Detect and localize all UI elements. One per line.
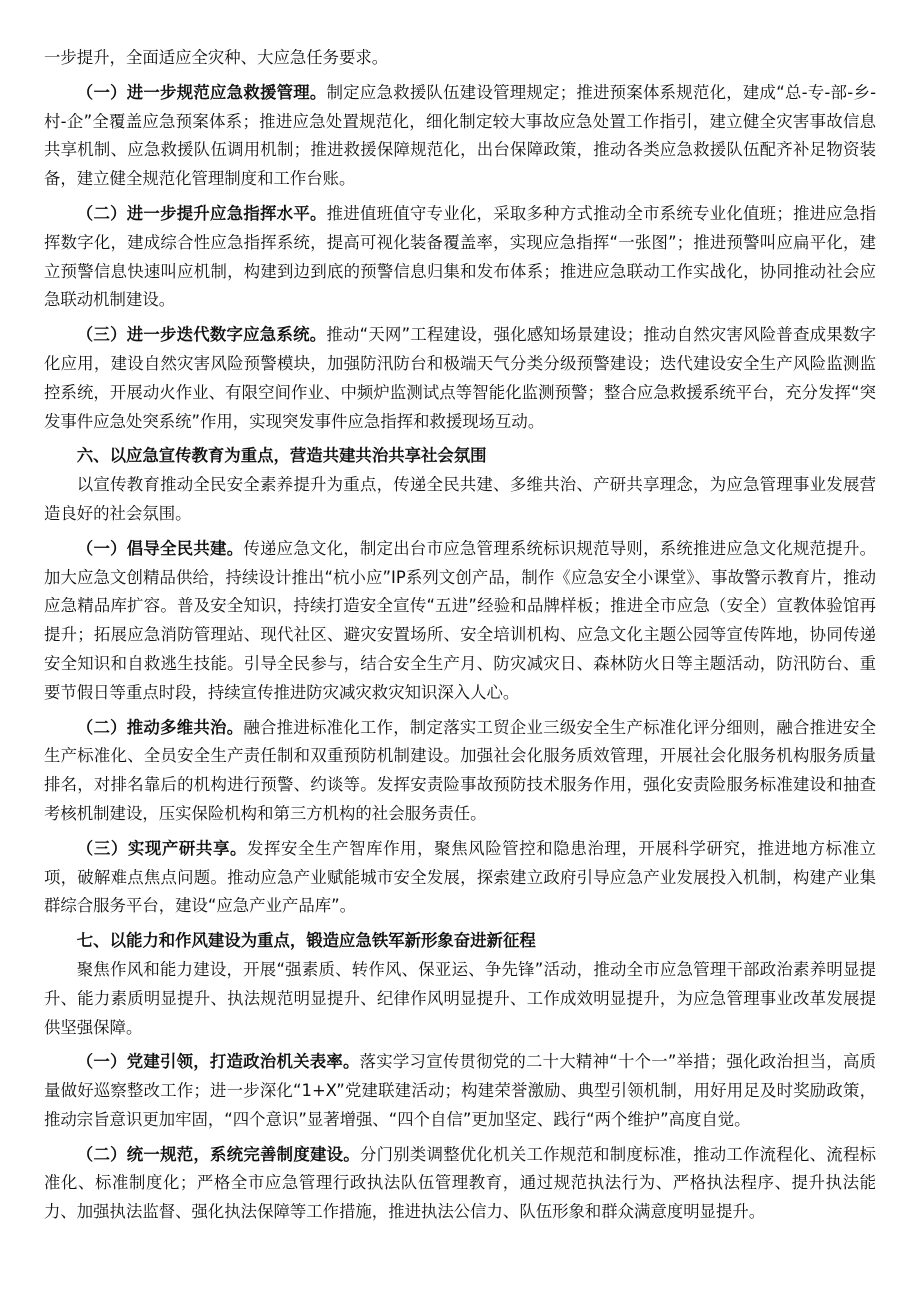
paragraph-text: 推动“天网”工程建设，强化感知场景建设；推动自然灾害风险普查成果数字化应用，建设自然灾害风险预警模块，加强防汛防台和极端天气分类分级预警建设；迭代建设安全生产风险监测监控系统，开展动火作业、有限空间作业、中频炉监测试点等智能化监测预警；整合应急救援系统平台，充分发挥“突发事件应急处突系统”作用，实现突发事件应急指挥和救援现场互动。	[44, 325, 877, 431]
paragraph-text: 融合推进标准化工作，制定落实工贸企业三级安全生产标准化评分细则，融合推进安全生产标准化、全员安全生产责任制和双重预防机制建设。加强社会化服务质效管理，开展社会化服务机构服务质量排名，对排名靠后的机构进行预警、约谈等。发挥安责险事故预防技术服务作用，强化安责险服务标准建设和抽查考核机制建设，压实保险机构和第三方机构的社会服务责任。	[44, 717, 877, 823]
section-item-paragraph	[44, 714, 876, 829]
item-heading: （二）推动多维共治。	[76, 717, 244, 737]
section-item-paragraph	[44, 1048, 876, 1134]
paragraph-text: 推进值班值守专业化，采取多种方式推动全市系统专业化值班；推进应急指挥数字化，建成综合性应急指挥系统，提高可视化装备覆盖率，实现应急指挥“一张图”；推进预警叫应扁平化，建立预警信息快速叫应机制，构建到边到底的预警信息归集和发布体系；推进应急联动工作实战化，协同推动社会应急联动机制建设。	[44, 203, 877, 310]
item-heading: （三）进一步迭代数字应急系统。	[76, 325, 327, 345]
section-heading: 七、以能力和作风建设为重点，锻造应急铁军新形象奋进新征程	[76, 931, 536, 951]
item-heading: （三）实现产研共享。	[76, 838, 247, 858]
section-item-paragraph	[44, 79, 876, 194]
paragraph-text: 落实学习宣传贯彻党的二十大精神“十个一”举措；强化政治担当，高质量做好巡察整改工作；进一步深化“1+X”党建联建活动；构建荣誉激励、典型引领机制，用好用足及时奖励政策，推动宗旨意识更加牢固，“四个意识”显著增强、“四个自信”更加坚定、践行“两个维护”高度自觉。	[44, 1052, 876, 1129]
paragraph-text: 发挥安全生产智库作用，聚焦风险管控和隐患治理，开展科学研究，推进地方标准立项，破解难点焦点问题。推动应急产业赋能城市安全发展，探索建立政府引导应急产业发展投入机制，构建产业集群综合服务平台，建设“应急产业产品库”。	[44, 838, 877, 916]
paragraph-text: 一步提升，全面适应全灾种、大应急任务要求。	[44, 48, 389, 67]
section-item-paragraph	[44, 835, 876, 921]
item-heading: （一）党建引领，打造政治机关表率。	[76, 1052, 360, 1072]
paragraph-text: 传递应急文化，制定出台市应急管理系统标识规范导则，系统推进应急文化规范提升。加大应急文创精品供给，持续设计推出“杭小应”IP系列文创产品，制作《应急安全小课堂》、事故警示教育片，推动应急精品库扩容。普及安全知识，持续打造安全宣传“五进”经验和品牌样板；推进全市应急（安全）宣教体验馆再提升；拓展应急消防管理站、现代社区、避灾安置场所、安全培训机构、应急文化主题公园等宣传阵地，协同传递安全知识和自救逃生技能。引导全民参与，结合安全生产月、防灾减灾日、森林防火日等主题活动，防汛防台、重要节假日等重点时段，持续宣传推进防灾减灾救灾知识深入人心。	[44, 538, 877, 702]
item-heading: （二）进一步提升应急指挥水平。	[76, 203, 327, 223]
continuation-paragraph	[44, 44, 876, 73]
section-item-paragraph	[44, 535, 876, 708]
item-heading: （一）倡导全民共建。	[76, 538, 244, 558]
item-heading: （一）进一步规范应急救援管理。	[76, 82, 327, 102]
section-heading: 六、以应急宣传教育为重点，营造共建共治共享社会氛围	[76, 446, 487, 466]
section-intro-paragraph	[44, 956, 876, 1042]
paragraph-text: 分门别类调整优化机关工作规范和制度标准，推动工作流程化、流程标准化、标准制度化；严格全市应急管理行政执法队伍管理教育，通过规范执法行为、严格执法程序、提升执法能力、加强执法监督、强化执法保障等工作措施，推进执法公信力、队伍形象和群众满意度明显提升。	[44, 1144, 877, 1222]
section-item-paragraph	[44, 200, 876, 315]
paragraph-text: 以宣传教育推动全民安全素养提升为重点，传递全民共建、多维共治、产研共享理念，为应急管理事业发展营造良好的社会氛围。	[44, 475, 876, 523]
paragraph-text: 聚焦作风和能力建设，开展“强素质、转作风、保亚运、争先锋”活动，推动全市应急管理干部政治素养明显提升、能力素质明显提升、执法规范明显提升、纪律作风明显提升、工作成效明显提升，为应急管理事业改革发展提供坚强保障。	[44, 959, 876, 1037]
section-intro-paragraph	[44, 471, 876, 529]
item-heading: （二）统一规范，系统完善制度建设。	[76, 1144, 360, 1164]
section-item-paragraph	[44, 321, 876, 436]
paragraph-text: 制定应急救援队伍建设管理规定；推进预案体系规范化，建成“总-专-部-乡-村-企”全覆盖应急预案体系；推进应急处置规范化，细化制定较大事故应急处置工作指引，建立健全灾害事故信息共享机制、应急救援队伍调用机制；推进救援保障规范化，出台保障政策，推动各类应急救援队伍配齐补足物资装备，建立健全规范化管理制度和工作台账。	[44, 82, 877, 189]
section-item-paragraph	[44, 1141, 876, 1227]
